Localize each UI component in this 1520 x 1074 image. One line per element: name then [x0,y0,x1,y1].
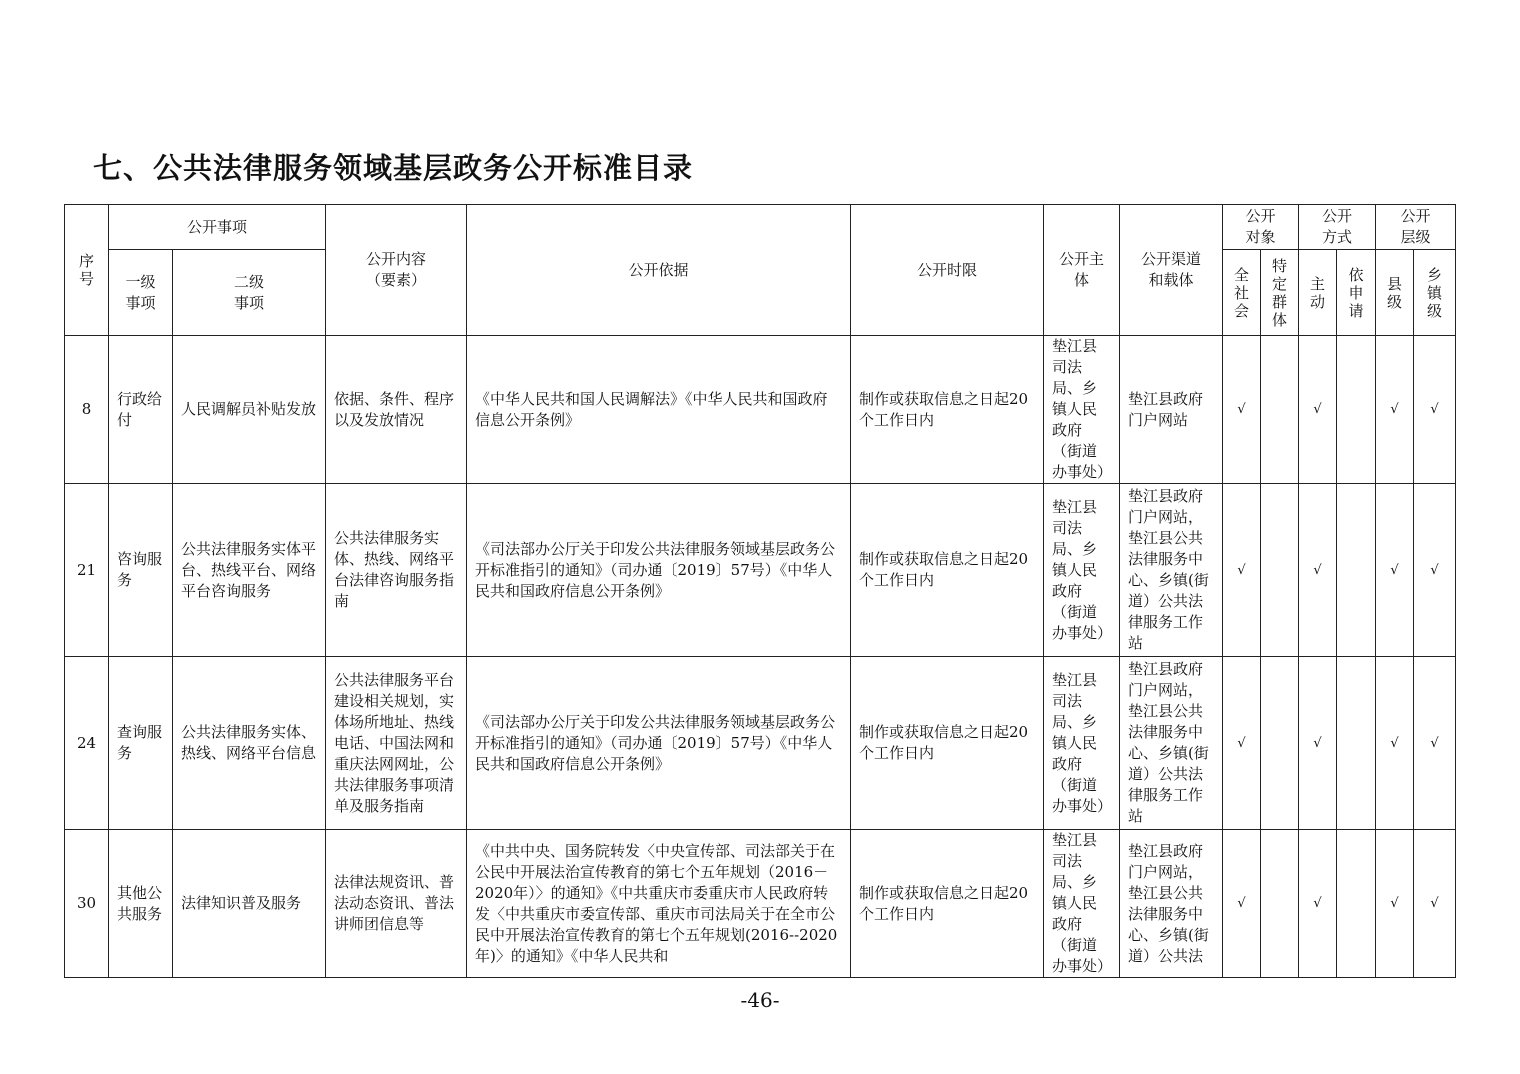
row-channel: 垫江县政府门户网站，垫江县公共法律服务中心、乡镇(街道）公共法律服务工作站 [1120,484,1223,657]
empty-target-specific [1261,657,1299,830]
row-basis: 《司法部办公厅关于印发公共法律服务领域基层政务公开标准指引的通知》（司办通〔2019〕57号）《中华人民共和国政府信息公开条例》 [467,657,851,830]
row-level1: 其他公共服务 [109,830,173,978]
header-level: 公开 层级 [1376,205,1456,250]
check-level-town: √ [1414,336,1456,484]
row-level1: 行政给付 [109,336,173,484]
header-target-specific: 特定群体 [1261,250,1299,336]
row-level2: 公共法律服务实体、热线、网络平台信息 [173,657,326,830]
table-row [65,336,1456,484]
header-method-active: 主动 [1299,250,1337,336]
header-level-county: 县级 [1376,250,1414,336]
header-seq: 序号 [65,205,109,336]
check-level-county: √ [1376,336,1414,484]
check-method-active: √ [1299,657,1337,830]
row-channel: 垫江县政府门户网站，垫江县公共法律服务中心、乡镇(街道）公共法 [1120,830,1223,978]
check-level-county: √ [1376,830,1414,978]
row-content: 依据、条件、程序以及发放情况 [326,336,467,484]
row-content: 法律法规资讯、普法动态资讯、普法讲师团信息等 [326,830,467,978]
row-time-limit: 制作或获取信息之日起20个工作日内 [851,336,1044,484]
empty-method-apply [1337,336,1376,484]
row-level2: 法律知识普及服务 [173,830,326,978]
empty-method-apply [1337,657,1376,830]
row-subject: 垫江县司法局、乡镇人民政府（街道办事处） [1044,657,1120,830]
check-target-all: √ [1223,336,1261,484]
check-target-all: √ [1223,830,1261,978]
row-seq: 30 [65,830,109,978]
header-method: 公开 方式 [1299,205,1376,250]
empty-method-apply [1337,830,1376,978]
page-number: -46- [740,988,780,1012]
row-content: 公共法律服务平台建设相关规划，实体场所地址、热线电话、中国法网和重庆法网网址，公共法律服务事项清单及服务指南 [326,657,467,830]
check-level-county: √ [1376,657,1414,830]
header-item: 公开事项 [109,205,326,250]
row-subject: 垫江县司法局、乡镇人民政府（街道办事处） [1044,336,1120,484]
empty-target-specific [1261,336,1299,484]
check-level-town: √ [1414,484,1456,657]
header-method-apply: 依申请 [1337,250,1376,336]
catalog-table [64,204,1456,978]
row-basis: 《司法部办公厅关于印发公共法律服务领域基层政务公开标准指引的通知》（司办通〔2019〕57号）《中华人民共和国政府信息公开条例》 [467,484,851,657]
row-level2: 公共法律服务实体平台、热线平台、网络平台咨询服务 [173,484,326,657]
empty-target-specific [1261,830,1299,978]
header-target-all: 全社会 [1223,250,1261,336]
table-row [65,484,1456,657]
row-seq: 8 [65,336,109,484]
row-level1: 查询服务 [109,657,173,830]
table-row [65,657,1456,830]
header-time-limit: 公开时限 [851,205,1044,336]
check-target-all: √ [1223,657,1261,830]
check-method-active: √ [1299,830,1337,978]
empty-method-apply [1337,484,1376,657]
table-row [65,830,1456,978]
check-target-all: √ [1223,484,1261,657]
row-time-limit: 制作或获取信息之日起20个工作日内 [851,657,1044,830]
header-row-1 [65,205,1456,250]
empty-target-specific [1261,484,1299,657]
header-target: 公开 对象 [1223,205,1299,250]
header-content: 公开内容 （要素） [326,205,467,336]
row-time-limit: 制作或获取信息之日起20个工作日内 [851,830,1044,978]
row-seq: 24 [65,657,109,830]
header-channel: 公开渠道 和载体 [1120,205,1223,336]
row-channel: 垫江县政府门户网站，垫江县公共法律服务中心、乡镇(街道）公共法律服务工作站 [1120,657,1223,830]
check-level-town: √ [1414,830,1456,978]
check-level-county: √ [1376,484,1414,657]
row-basis: 《中共中央、国务院转发〈中央宣传部、司法部关于在公民中开展法治宣传教育的第七个五年规划（2016－2020年）〉的通知》《中共重庆市委重庆市人民政府转发〈中共重庆市委宣传部、重庆市司法局关于在全市公民中开展法治宣传教育的第七个五年规划(2016--2020年)〉的通知》《中华人民共和 [467,830,851,978]
row-subject: 垫江县司法局、乡镇人民政府（街道办事处） [1044,484,1120,657]
page-title: 七、公共法律服务领域基层政务公开标准目录 [93,151,694,185]
header-level2: 二级 事项 [173,250,326,336]
row-content: 公共法律服务实体、热线、网络平台法律咨询服务指南 [326,484,467,657]
check-method-active: √ [1299,336,1337,484]
header-level-town: 乡镇级 [1414,250,1456,336]
row-channel: 垫江县政府门户网站 [1120,336,1223,484]
row-subject: 垫江县司法局、乡镇人民政府（街道办事处） [1044,830,1120,978]
row-seq: 21 [65,484,109,657]
row-level1: 咨询服务 [109,484,173,657]
header-basis: 公开依据 [467,205,851,336]
header-level1: 一级 事项 [109,250,173,336]
check-level-town: √ [1414,657,1456,830]
row-level2: 人民调解员补贴发放 [173,336,326,484]
row-time-limit: 制作或获取信息之日起20个工作日内 [851,484,1044,657]
check-method-active: √ [1299,484,1337,657]
header-subject: 公开主 体 [1044,205,1120,336]
row-basis: 《中华人民共和国人民调解法》《中华人民共和国政府信息公开条例》 [467,336,851,484]
